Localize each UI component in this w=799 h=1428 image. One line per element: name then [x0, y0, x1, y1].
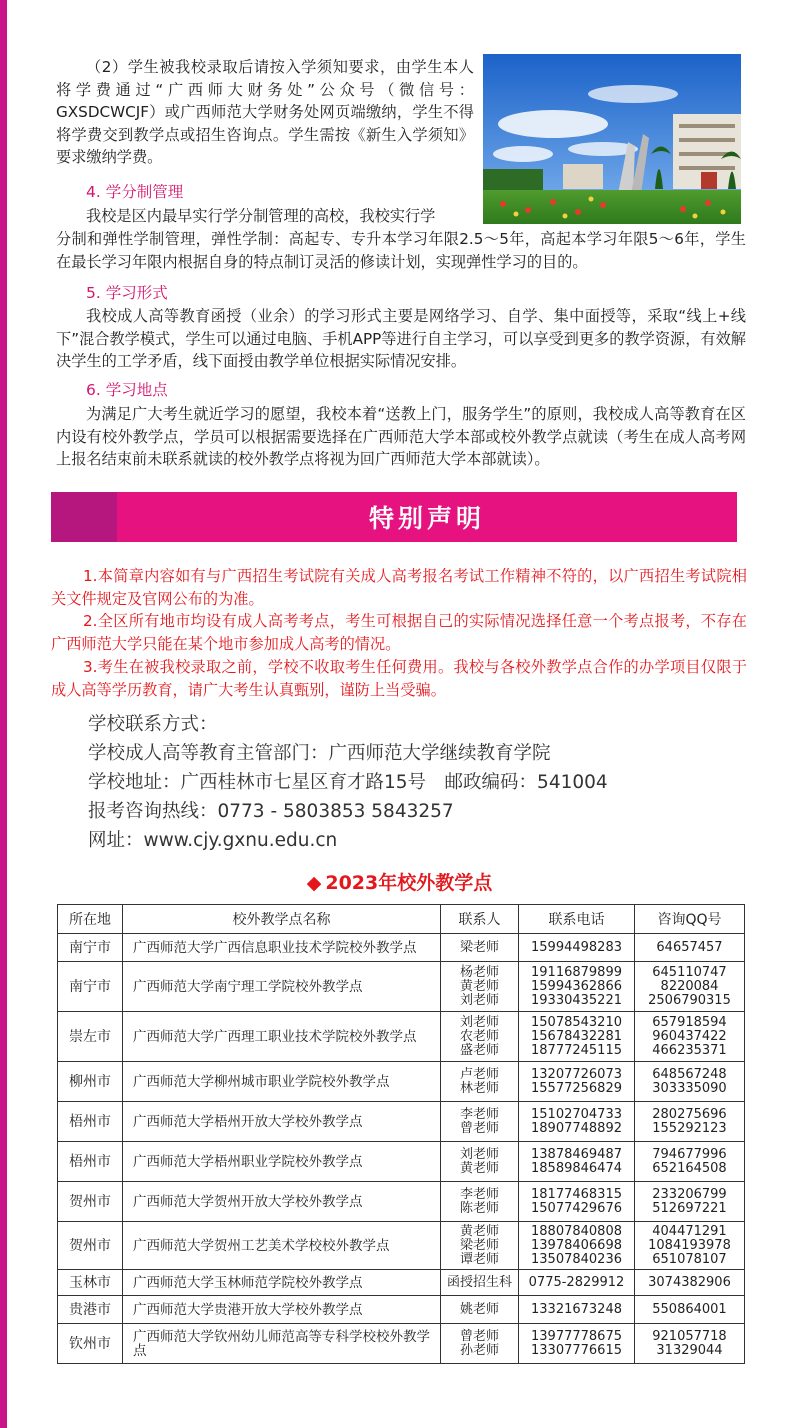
cell-contact-line: 姚老师	[459, 1301, 499, 1317]
cell-city: 玉林市	[58, 1270, 123, 1296]
section-heading-credit: 4. 学分制管理	[86, 183, 184, 201]
cell-phone	[519, 1270, 635, 1296]
cell-contact	[441, 1062, 519, 1102]
diamond-icon: ◆	[306, 872, 322, 894]
contact-heading: 学校联系方式：	[88, 714, 218, 735]
banner-accent	[51, 492, 117, 542]
cell-phone-line: 19116879899	[531, 964, 622, 980]
cell-qq-line: 794677996	[652, 1146, 727, 1162]
contact-website: 网址：www.cjy.gxnu.edu.cn	[88, 830, 338, 851]
cell-contact-line: 孙老师	[459, 1342, 499, 1358]
cell-city: 南宁市	[58, 934, 123, 962]
cell-qq-line: 466235371	[652, 1042, 727, 1058]
cell-qq	[635, 1102, 745, 1142]
cell-qq-line: 1084193978	[648, 1237, 731, 1253]
cell-city: 钦州市	[58, 1324, 123, 1364]
cell-city: 贵港市	[58, 1296, 123, 1324]
cell-phone-line: 15994362866	[531, 978, 622, 994]
cell-name: 广西师范大学梧州开放大学校外教学点	[123, 1102, 441, 1142]
section-heading-location: 6. 学习地点	[86, 381, 168, 399]
notice-3: 3.考生在被我校录取之前，学校不收取考生任何费用。我校与各校外教学点合作的办学项目仅限于成人高等学历教育，请广大考生认真甄别，谨防上当受骗。	[51, 658, 747, 699]
cell-qq-line: 651078107	[652, 1251, 727, 1267]
table-row	[58, 962, 745, 1012]
cell-phone	[519, 1222, 635, 1270]
cell-phone-line: 15102704733	[531, 1106, 622, 1122]
cell-contact-line: 黄老师	[459, 978, 499, 994]
cell-contact	[441, 1012, 519, 1062]
cell-contact	[441, 1222, 519, 1270]
cell-name: 广西师范大学贺州开放大学校外教学点	[123, 1182, 441, 1222]
cell-name: 广西师范大学柳州城市职业学院校外教学点	[123, 1062, 441, 1102]
cell-contact	[441, 1270, 519, 1296]
cell-name: 广西师范大学钦州幼儿师范高等专科学校校外教学点	[123, 1324, 441, 1364]
cell-contact-line: 刘老师	[459, 992, 499, 1008]
cell-contact-line: 曾老师	[459, 1328, 499, 1344]
cell-phone-line: 15577256829	[531, 1080, 622, 1096]
cell-name: 广西师范大学贺州工艺美术学校校外教学点	[123, 1222, 441, 1270]
cell-contact-line: 刘老师	[459, 1014, 499, 1030]
cell-phone	[519, 1296, 635, 1324]
cell-contact-line: 梁老师	[459, 939, 499, 955]
cell-phone-line: 13507840236	[531, 1251, 622, 1267]
table-row	[58, 1062, 745, 1102]
cell-phone-line: 15994498283	[531, 939, 622, 955]
cell-phone-line: 19330435221	[531, 992, 622, 1008]
table-header-row	[58, 905, 745, 934]
table-row	[58, 1142, 745, 1182]
cell-qq-line: 280275696	[652, 1106, 727, 1122]
cell-qq-line: 8220084	[660, 978, 719, 994]
contact-address: 学校地址：广西桂林市七星区育才路15号 邮政编码：541004	[88, 772, 608, 793]
section-body-credit-lead: 我校是区内最早实行学分制管理的高校，我校实行学	[86, 207, 436, 225]
cell-contact	[441, 1182, 519, 1222]
cell-qq-line: 550864001	[652, 1301, 727, 1317]
cell-phone-line: 13878469487	[531, 1146, 622, 1162]
cell-phone	[519, 1062, 635, 1102]
cell-contact	[441, 1142, 519, 1182]
cell-qq	[635, 1324, 745, 1364]
cell-phone	[519, 1102, 635, 1142]
header-phone: 联系电话	[519, 905, 635, 934]
cell-qq-line: 404471291	[652, 1223, 727, 1239]
cell-name: 广西师范大学玉林师范学院校外教学点	[123, 1270, 441, 1296]
table-row	[58, 1182, 745, 1222]
cell-contact	[441, 1324, 519, 1364]
cell-phone-line: 18907748892	[531, 1120, 622, 1136]
cell-qq-line: 155292123	[652, 1120, 727, 1136]
cell-city: 梧州市	[58, 1142, 123, 1182]
cell-city: 崇左市	[58, 1012, 123, 1062]
cell-phone-line: 15077429676	[531, 1200, 622, 1216]
left-accent-bar	[0, 0, 7, 1428]
cell-contact	[441, 1296, 519, 1324]
cell-city: 贺州市	[58, 1182, 123, 1222]
cell-phone-line: 0775-2829912	[528, 1274, 625, 1290]
teaching-points-table	[57, 904, 745, 1364]
contact-department: 学校成人高等教育主管部门：广西师范大学继续教育学院	[88, 743, 551, 764]
section-body-credit: 分制和弹性学制管理，弹性学制：高起专、专升本学习年限2.5～5年，高起本学习年限5～6年，学生在最长学习年限内根据自身的特点制订灵活的修读计划，实现弹性学习的目的。	[56, 230, 746, 271]
table-row	[58, 1012, 745, 1062]
cell-qq-line: 233206799	[652, 1186, 727, 1202]
cell-name: 广西师范大学广西信息职业技术学院校外教学点	[123, 934, 441, 962]
cell-qq	[635, 934, 745, 962]
cell-phone-line: 13978406698	[531, 1237, 622, 1253]
cell-contact-line: 李老师	[459, 1106, 499, 1122]
cell-qq-line: 3074382906	[648, 1274, 731, 1290]
cell-name: 广西师范大学贵港开放大学校外教学点	[123, 1296, 441, 1324]
cell-qq-line: 652164508	[652, 1160, 727, 1176]
table-title	[0, 868, 799, 895]
cell-phone-line: 13977778675	[531, 1328, 622, 1344]
cell-city: 梧州市	[58, 1102, 123, 1142]
cell-phone	[519, 1182, 635, 1222]
cell-phone-line: 18777245115	[531, 1042, 622, 1058]
cell-contact-line: 农老师	[459, 1028, 499, 1044]
cell-phone-line: 18177468315	[531, 1186, 622, 1202]
cell-qq-line: 31329044	[656, 1342, 723, 1358]
cell-qq-line: 921057718	[652, 1328, 727, 1344]
cell-qq	[635, 1012, 745, 1062]
cell-contact-line: 盛老师	[459, 1042, 499, 1058]
cell-qq	[635, 1142, 745, 1182]
cell-qq-line: 960437422	[652, 1028, 727, 1044]
cell-qq-line: 512697221	[652, 1200, 727, 1216]
cell-city: 南宁市	[58, 962, 123, 1012]
cell-qq	[635, 1182, 745, 1222]
cell-contact-line: 刘老师	[459, 1146, 499, 1162]
campus-photo	[483, 54, 741, 224]
notice-1: 1.本简章内容如有与广西招生考试院有关成人高考报名考试工作精神不符的，以广西招生考试院相关文件规定及官网公布的为准。	[51, 567, 747, 608]
cell-phone	[519, 1012, 635, 1062]
cell-phone-line: 18589846474	[531, 1160, 622, 1176]
cell-qq	[635, 1270, 745, 1296]
cell-name: 广西师范大学广西理工职业技术学院校外教学点	[123, 1012, 441, 1062]
cell-phone-line: 13207726073	[531, 1066, 622, 1082]
table-title-text: 2023年校外教学点	[325, 872, 493, 894]
cell-contact-line: 李老师	[459, 1186, 499, 1202]
cell-qq	[635, 1062, 745, 1102]
cell-contact-line: 函授招生科	[446, 1274, 512, 1290]
cell-qq-line: 645110747	[652, 964, 727, 980]
cell-qq-line: 64657457	[656, 939, 723, 955]
cell-contact-line: 黄老师	[459, 1223, 499, 1239]
cell-phone	[519, 934, 635, 962]
cell-qq-line: 657918594	[652, 1014, 727, 1030]
cell-contact	[441, 962, 519, 1012]
cell-contact	[441, 934, 519, 962]
cell-phone	[519, 962, 635, 1012]
cell-phone-line: 13321673248	[531, 1301, 622, 1317]
header-name: 校外教学点名称	[123, 905, 441, 934]
cell-qq	[635, 1296, 745, 1324]
cell-contact	[441, 1102, 519, 1142]
cell-contact-line: 林老师	[459, 1080, 499, 1096]
cell-qq-line: 2506790315	[648, 992, 731, 1008]
cell-city: 柳州市	[58, 1062, 123, 1102]
cell-qq-line: 648567248	[652, 1066, 727, 1082]
banner-title: 特别声明	[117, 492, 737, 542]
cell-contact-line: 黄老师	[459, 1160, 499, 1176]
cell-phone-line: 18807840808	[531, 1223, 622, 1239]
cell-contact-line: 卢老师	[459, 1066, 499, 1082]
cell-name: 广西师范大学南宁理工学院校外教学点	[123, 962, 441, 1012]
table-row	[58, 1324, 745, 1364]
section-heading-form: 5. 学习形式	[86, 284, 168, 302]
cell-phone-line: 15678432281	[531, 1028, 622, 1044]
header-qq: 咨询QQ号	[635, 905, 745, 934]
header-contact: 联系人	[441, 905, 519, 934]
notice-2: 2.全区所有地市均设有成人高考考点，考生可根据自己的实际情况选择任意一个考点报考，不存在广西师范大学只能在某个地市参加成人高考的情况。	[51, 612, 747, 653]
cell-contact-line: 梁老师	[459, 1237, 499, 1253]
cell-qq-line: 303335090	[652, 1080, 727, 1096]
section-body-form: 我校成人高等教育函授（业余）的学习形式主要是网络学习、自学、集中面授等，采取“线上+线下”混合教学模式，学生可以通过电脑、手机APP等进行自主学习，可以享受到更多的教学资源，有效解决学生的工学矛盾，线下面授由教学单位根据实际情况安排。	[56, 307, 746, 370]
table-row	[58, 1296, 745, 1324]
cell-contact-line: 曾老师	[459, 1120, 499, 1136]
table-row	[58, 1270, 745, 1296]
header-city: 所在地	[58, 905, 123, 934]
intro-paragraph: （2）学生被我校录取后请按入学须知要求，由学生本人将学费通过“广西师大财务处”公众号（微信号：GXSDCWCJF）或广西师范大学财务处网页端缴纳，学生不得将学费交到教学点或招生咨询点。学生需按《新生入学须知》要求缴纳学费。	[56, 58, 474, 166]
table-row	[58, 934, 745, 962]
cell-city: 贺州市	[58, 1222, 123, 1270]
table-row	[58, 1102, 745, 1142]
cell-contact-line: 杨老师	[459, 964, 499, 980]
special-statement-banner	[51, 492, 737, 542]
cell-phone-line: 15078543210	[531, 1014, 622, 1030]
cell-contact-line: 陈老师	[459, 1200, 499, 1216]
table-row	[58, 1222, 745, 1270]
cell-phone-line: 13307776615	[531, 1342, 622, 1358]
cell-qq	[635, 1222, 745, 1270]
section-body-location: 为满足广大考生就近学习的愿望，我校本着“送教上门，服务学生”的原则，我校成人高等教育在区内设有校外教学点，学员可以根据需要选择在广西师范大学本部或校外教学点就读（考生在成人高考网上报名结束前未联系就读的校外教学点将视为回广西师范大学本部就读）。	[56, 405, 746, 468]
contact-hotline: 报考咨询热线：0773 - 5803853 5843257	[88, 801, 454, 822]
table-body	[58, 934, 745, 1364]
cell-phone	[519, 1142, 635, 1182]
cell-qq	[635, 962, 745, 1012]
cell-name: 广西师范大学梧州职业学院校外教学点	[123, 1142, 441, 1182]
cell-contact-line: 谭老师	[459, 1251, 499, 1267]
cell-phone	[519, 1324, 635, 1364]
